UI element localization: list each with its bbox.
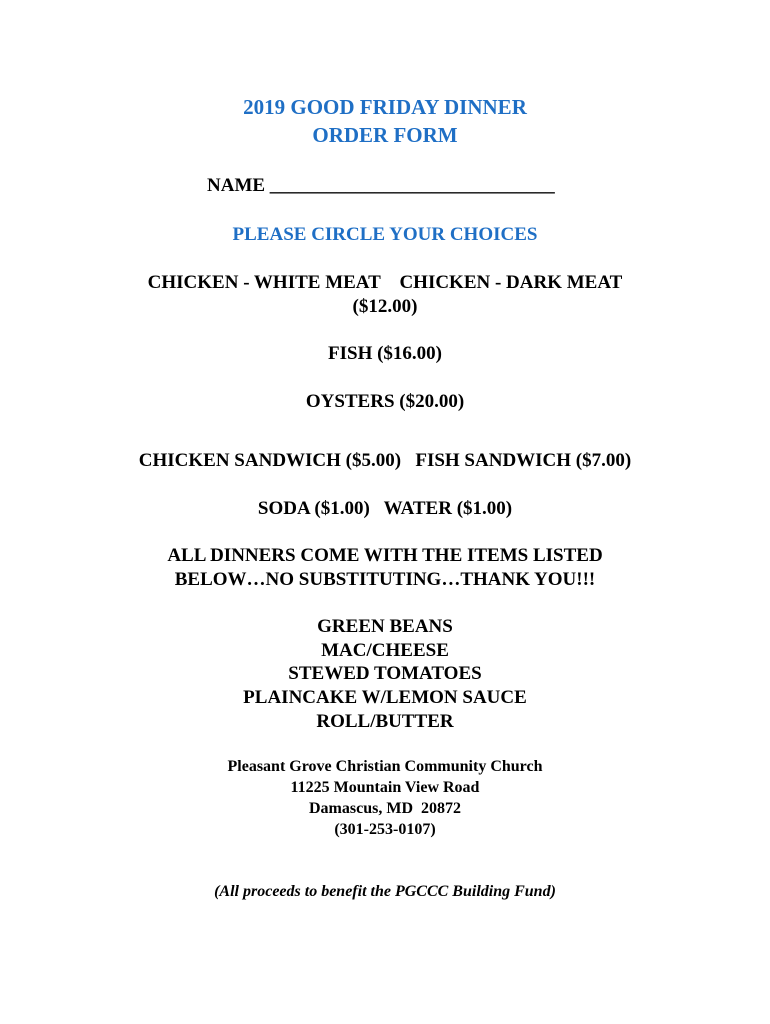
chicken-options: CHICKEN - WHITE MEAT CHICKEN - DARK MEAT <box>147 272 623 293</box>
side-item: GREEN BEANS <box>317 616 453 637</box>
chicken-price: ($12.00) <box>352 296 418 317</box>
title-line-1: 2019 GOOD FRIDAY DINNER <box>243 95 527 119</box>
drink-options: SODA ($1.00) WATER ($1.00) <box>257 498 513 519</box>
notice-line-2: BELOW…NO SUBSTITUTING…THANK YOU!!! <box>174 569 596 590</box>
church-name: Pleasant Grove Christian Community Church <box>227 758 543 775</box>
notice-line-1: ALL DINNERS COME WITH THE ITEMS LISTED <box>167 545 603 566</box>
side-item: PLAINCAKE W/LEMON SAUCE <box>243 687 527 708</box>
fish-option: FISH ($16.00) <box>328 343 442 364</box>
church-phone: (301-253-0107) <box>334 821 436 838</box>
church-street: 11225 Mountain View Road <box>290 779 480 796</box>
circle-choices-instruction: PLEASE CIRCLE YOUR CHOICES <box>232 224 538 245</box>
side-item: STEWED TOMATOES <box>288 663 482 684</box>
oysters-option: OYSTERS ($20.00) <box>305 391 465 412</box>
name-field[interactable]: NAME ______________________________ <box>207 175 555 196</box>
footer-note: (All proceeds to benefit the PGCCC Building Fund) <box>214 883 556 900</box>
title-line-2: ORDER FORM <box>312 123 458 147</box>
sandwich-options: CHICKEN SANDWICH ($5.00) FISH SANDWICH ($7.00) <box>138 450 632 471</box>
church-city: Damascus, MD 20872 <box>309 800 461 817</box>
side-item: ROLL/BUTTER <box>316 711 454 732</box>
side-item: MAC/CHEESE <box>321 640 449 661</box>
